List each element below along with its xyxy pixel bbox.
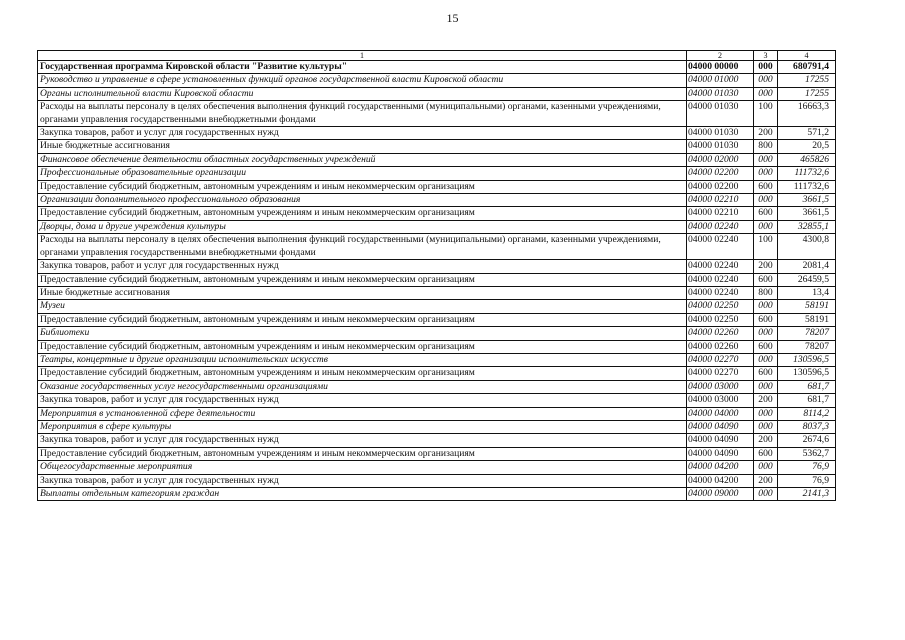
table-row (38, 87, 836, 100)
row-name-cell: Театры, концертные и другие организации исполнительских искусств (38, 353, 687, 366)
table-row (38, 127, 836, 140)
row-expense-type-cell: 000 (754, 407, 778, 420)
row-name-cell: Расходы на выплаты персоналу в целях обеспечения выполнения функций государственными (муниципальными) органами, казенными учреждениями, органами управления государственными внебюджетными фондами (38, 234, 687, 260)
table-row (38, 207, 836, 220)
table-header-row (38, 51, 836, 61)
row-amount-cell: 76,9 (778, 474, 836, 487)
row-amount-cell: 32855,1 (778, 220, 836, 233)
row-expense-type-cell: 000 (754, 87, 778, 100)
table-row (38, 260, 836, 273)
row-amount-cell: 130596,5 (778, 367, 836, 380)
row-name-cell: Оказание государственных услуг негосударственными организациями (38, 380, 687, 393)
row-amount-cell: 26459,5 (778, 273, 836, 286)
row-code-cell: 04000 02240 (687, 234, 754, 260)
row-code-cell: 04000 02000 (687, 153, 754, 166)
table-row (38, 153, 836, 166)
row-code-cell: 04000 01030 (687, 101, 754, 127)
row-code-cell: 04000 02240 (687, 220, 754, 233)
row-amount-cell: 20,5 (778, 140, 836, 153)
row-expense-type-cell: 800 (754, 140, 778, 153)
row-amount-cell: 78207 (778, 340, 836, 353)
row-expense-type-cell: 000 (754, 353, 778, 366)
row-name-cell: Общегосударственные мероприятия (38, 461, 687, 474)
row-name-cell: Предоставление субсидий бюджетным, автономным учреждениям и иным некоммерческим организациям (38, 180, 687, 193)
row-amount-cell: 2081,4 (778, 260, 836, 273)
row-expense-type-cell: 600 (754, 273, 778, 286)
row-expense-type-cell: 000 (754, 420, 778, 433)
row-name-cell: Мероприятия в установленной сфере деятельности (38, 407, 687, 420)
row-amount-cell: 3661,5 (778, 194, 836, 207)
row-expense-type-cell: 800 (754, 286, 778, 299)
row-amount-cell: 5362,7 (778, 447, 836, 460)
row-expense-type-cell: 200 (754, 394, 778, 407)
row-amount-cell: 111732,6 (778, 180, 836, 193)
table-row (38, 74, 836, 87)
row-code-cell: 04000 01030 (687, 140, 754, 153)
row-name-cell: Предоставление субсидий бюджетным, автономным учреждениям и иным некоммерческим организациям (38, 340, 687, 353)
row-code-cell: 04000 00000 (687, 61, 754, 74)
row-amount-cell: 681,7 (778, 380, 836, 393)
row-expense-type-cell: 200 (754, 474, 778, 487)
table-row (38, 234, 836, 260)
row-code-cell: 04000 02200 (687, 180, 754, 193)
row-expense-type-cell: 100 (754, 101, 778, 127)
table-row (38, 447, 836, 460)
page-number: 15 (446, 11, 459, 25)
row-amount-cell: 681,7 (778, 394, 836, 407)
row-expense-type-cell: 100 (754, 234, 778, 260)
row-amount-cell: 111732,6 (778, 167, 836, 180)
row-name-cell: Дворцы, дома и другие учреждения культуры (38, 220, 687, 233)
row-expense-type-cell: 600 (754, 367, 778, 380)
row-code-cell: 04000 04000 (687, 407, 754, 420)
row-expense-type-cell: 000 (754, 461, 778, 474)
table-row (38, 394, 836, 407)
row-amount-cell: 680791,4 (778, 61, 836, 74)
row-amount-cell: 76,9 (778, 461, 836, 474)
row-expense-type-cell: 200 (754, 260, 778, 273)
table-row (38, 61, 836, 74)
column-header-code: 2 (687, 51, 754, 61)
row-expense-type-cell: 000 (754, 61, 778, 74)
table-row (38, 167, 836, 180)
table-row (38, 220, 836, 233)
row-name-cell: Расходы на выплаты персоналу в целях обеспечения выполнения функций государственными (муниципальными) органами, казенными учреждениями, органами управления государственными внебюджетными фондами (38, 101, 687, 127)
row-name-cell: Выплаты отдельным категориям граждан (38, 488, 687, 501)
row-code-cell: 04000 04200 (687, 474, 754, 487)
row-amount-cell: 16663,3 (778, 101, 836, 127)
table-row (38, 313, 836, 326)
row-expense-type-cell: 000 (754, 74, 778, 87)
row-code-cell: 04000 02250 (687, 313, 754, 326)
table-row (38, 340, 836, 353)
row-code-cell: 04000 02260 (687, 327, 754, 340)
row-expense-type-cell: 600 (754, 313, 778, 326)
row-name-cell: Мероприятия в сфере культуры (38, 420, 687, 433)
row-expense-type-cell: 000 (754, 167, 778, 180)
row-amount-cell: 2674,6 (778, 434, 836, 447)
row-expense-type-cell: 000 (754, 153, 778, 166)
row-amount-cell: 8037,3 (778, 420, 836, 433)
row-name-cell: Предоставление субсидий бюджетным, автономным учреждениям и иным некоммерческим организациям (38, 447, 687, 460)
row-expense-type-cell: 600 (754, 447, 778, 460)
row-amount-cell: 4300,8 (778, 234, 836, 260)
row-name-cell: Органы исполнительной власти Кировской области (38, 87, 687, 100)
row-name-cell: Музеи (38, 300, 687, 313)
row-name-cell: Предоставление субсидий бюджетным, автономным учреждениям и иным некоммерческим организациям (38, 367, 687, 380)
row-code-cell: 04000 02210 (687, 207, 754, 220)
row-code-cell: 04000 02250 (687, 300, 754, 313)
table-row (38, 140, 836, 153)
row-code-cell: 04000 01030 (687, 87, 754, 100)
row-code-cell: 04000 01000 (687, 74, 754, 87)
row-expense-type-cell: 000 (754, 194, 778, 207)
row-name-cell: Организации дополнительного профессионального образования (38, 194, 687, 207)
row-name-cell: Закупка товаров, работ и услуг для государственных нужд (38, 394, 687, 407)
row-amount-cell: 17255 (778, 87, 836, 100)
table-row (38, 488, 836, 501)
row-name-cell: Закупка товаров, работ и услуг для государственных нужд (38, 434, 687, 447)
table-row (38, 194, 836, 207)
row-expense-type-cell: 600 (754, 207, 778, 220)
row-name-cell: Финансовое обеспечение деятельности областных государственных учреждений (38, 153, 687, 166)
table-row (38, 367, 836, 380)
row-name-cell: Закупка товаров, работ и услуг для государственных нужд (38, 127, 687, 140)
column-header-amount: 4 (778, 51, 836, 61)
row-name-cell: Предоставление субсидий бюджетным, автономным учреждениям и иным некоммерческим организациям (38, 313, 687, 326)
table-row (38, 434, 836, 447)
row-expense-type-cell: 000 (754, 488, 778, 501)
row-code-cell: 04000 04200 (687, 461, 754, 474)
table-row (38, 101, 836, 127)
row-amount-cell: 3661,5 (778, 207, 836, 220)
row-code-cell: 04000 02240 (687, 273, 754, 286)
row-code-cell: 04000 04090 (687, 447, 754, 460)
row-expense-type-cell: 600 (754, 340, 778, 353)
row-code-cell: 04000 01030 (687, 127, 754, 140)
row-code-cell: 04000 04090 (687, 420, 754, 433)
row-code-cell: 04000 02240 (687, 260, 754, 273)
table-row (38, 286, 836, 299)
row-expense-type-cell: 000 (754, 327, 778, 340)
budget-table (37, 50, 836, 501)
row-expense-type-cell: 000 (754, 300, 778, 313)
row-amount-cell: 465826 (778, 153, 836, 166)
row-name-cell: Предоставление субсидий бюджетным, автономным учреждениям и иным некоммерческим организациям (38, 207, 687, 220)
row-name-cell: Предоставление субсидий бюджетным, автономным учреждениям и иным некоммерческим организациям (38, 273, 687, 286)
row-code-cell: 04000 02210 (687, 194, 754, 207)
row-name-cell: Библиотеки (38, 327, 687, 340)
table-row (38, 273, 836, 286)
row-amount-cell: 58191 (778, 300, 836, 313)
row-name-cell: Профессиональные образовательные организации (38, 167, 687, 180)
row-amount-cell: 571,2 (778, 127, 836, 140)
row-expense-type-cell: 600 (754, 180, 778, 193)
row-amount-cell: 2141,3 (778, 488, 836, 501)
row-amount-cell: 58191 (778, 313, 836, 326)
row-expense-type-cell: 000 (754, 380, 778, 393)
row-name-cell: Иные бюджетные ассигнования (38, 286, 687, 299)
row-name-cell: Руководство и управление в сфере установленных функций органов государственной власти Кировской области (38, 74, 687, 87)
table-row (38, 380, 836, 393)
row-amount-cell: 130596,5 (778, 353, 836, 366)
table-row (38, 407, 836, 420)
row-name-cell: Государственная программа Кировской области "Развитие культуры" (38, 61, 687, 74)
row-name-cell: Закупка товаров, работ и услуг для государственных нужд (38, 474, 687, 487)
row-expense-type-cell: 200 (754, 434, 778, 447)
row-expense-type-cell: 200 (754, 127, 778, 140)
row-name-cell: Закупка товаров, работ и услуг для государственных нужд (38, 260, 687, 273)
table-row (38, 461, 836, 474)
row-code-cell: 04000 04090 (687, 434, 754, 447)
row-amount-cell: 78207 (778, 327, 836, 340)
row-code-cell: 04000 02240 (687, 286, 754, 299)
table-row (38, 180, 836, 193)
row-expense-type-cell: 000 (754, 220, 778, 233)
table-row (38, 327, 836, 340)
row-code-cell: 04000 02270 (687, 353, 754, 366)
row-amount-cell: 8114,2 (778, 407, 836, 420)
row-amount-cell: 13,4 (778, 286, 836, 299)
table-row (38, 353, 836, 366)
row-code-cell: 04000 02200 (687, 167, 754, 180)
row-name-cell: Иные бюджетные ассигнования (38, 140, 687, 153)
row-code-cell: 04000 03000 (687, 394, 754, 407)
row-code-cell: 04000 09000 (687, 488, 754, 501)
row-amount-cell: 17255 (778, 74, 836, 87)
row-code-cell: 04000 03000 (687, 380, 754, 393)
table-row (38, 474, 836, 487)
row-code-cell: 04000 02260 (687, 340, 754, 353)
table-row (38, 300, 836, 313)
column-header-name: 1 (38, 51, 687, 61)
table-row (38, 420, 836, 433)
column-header-expense-type: 3 (754, 51, 778, 61)
row-code-cell: 04000 02270 (687, 367, 754, 380)
